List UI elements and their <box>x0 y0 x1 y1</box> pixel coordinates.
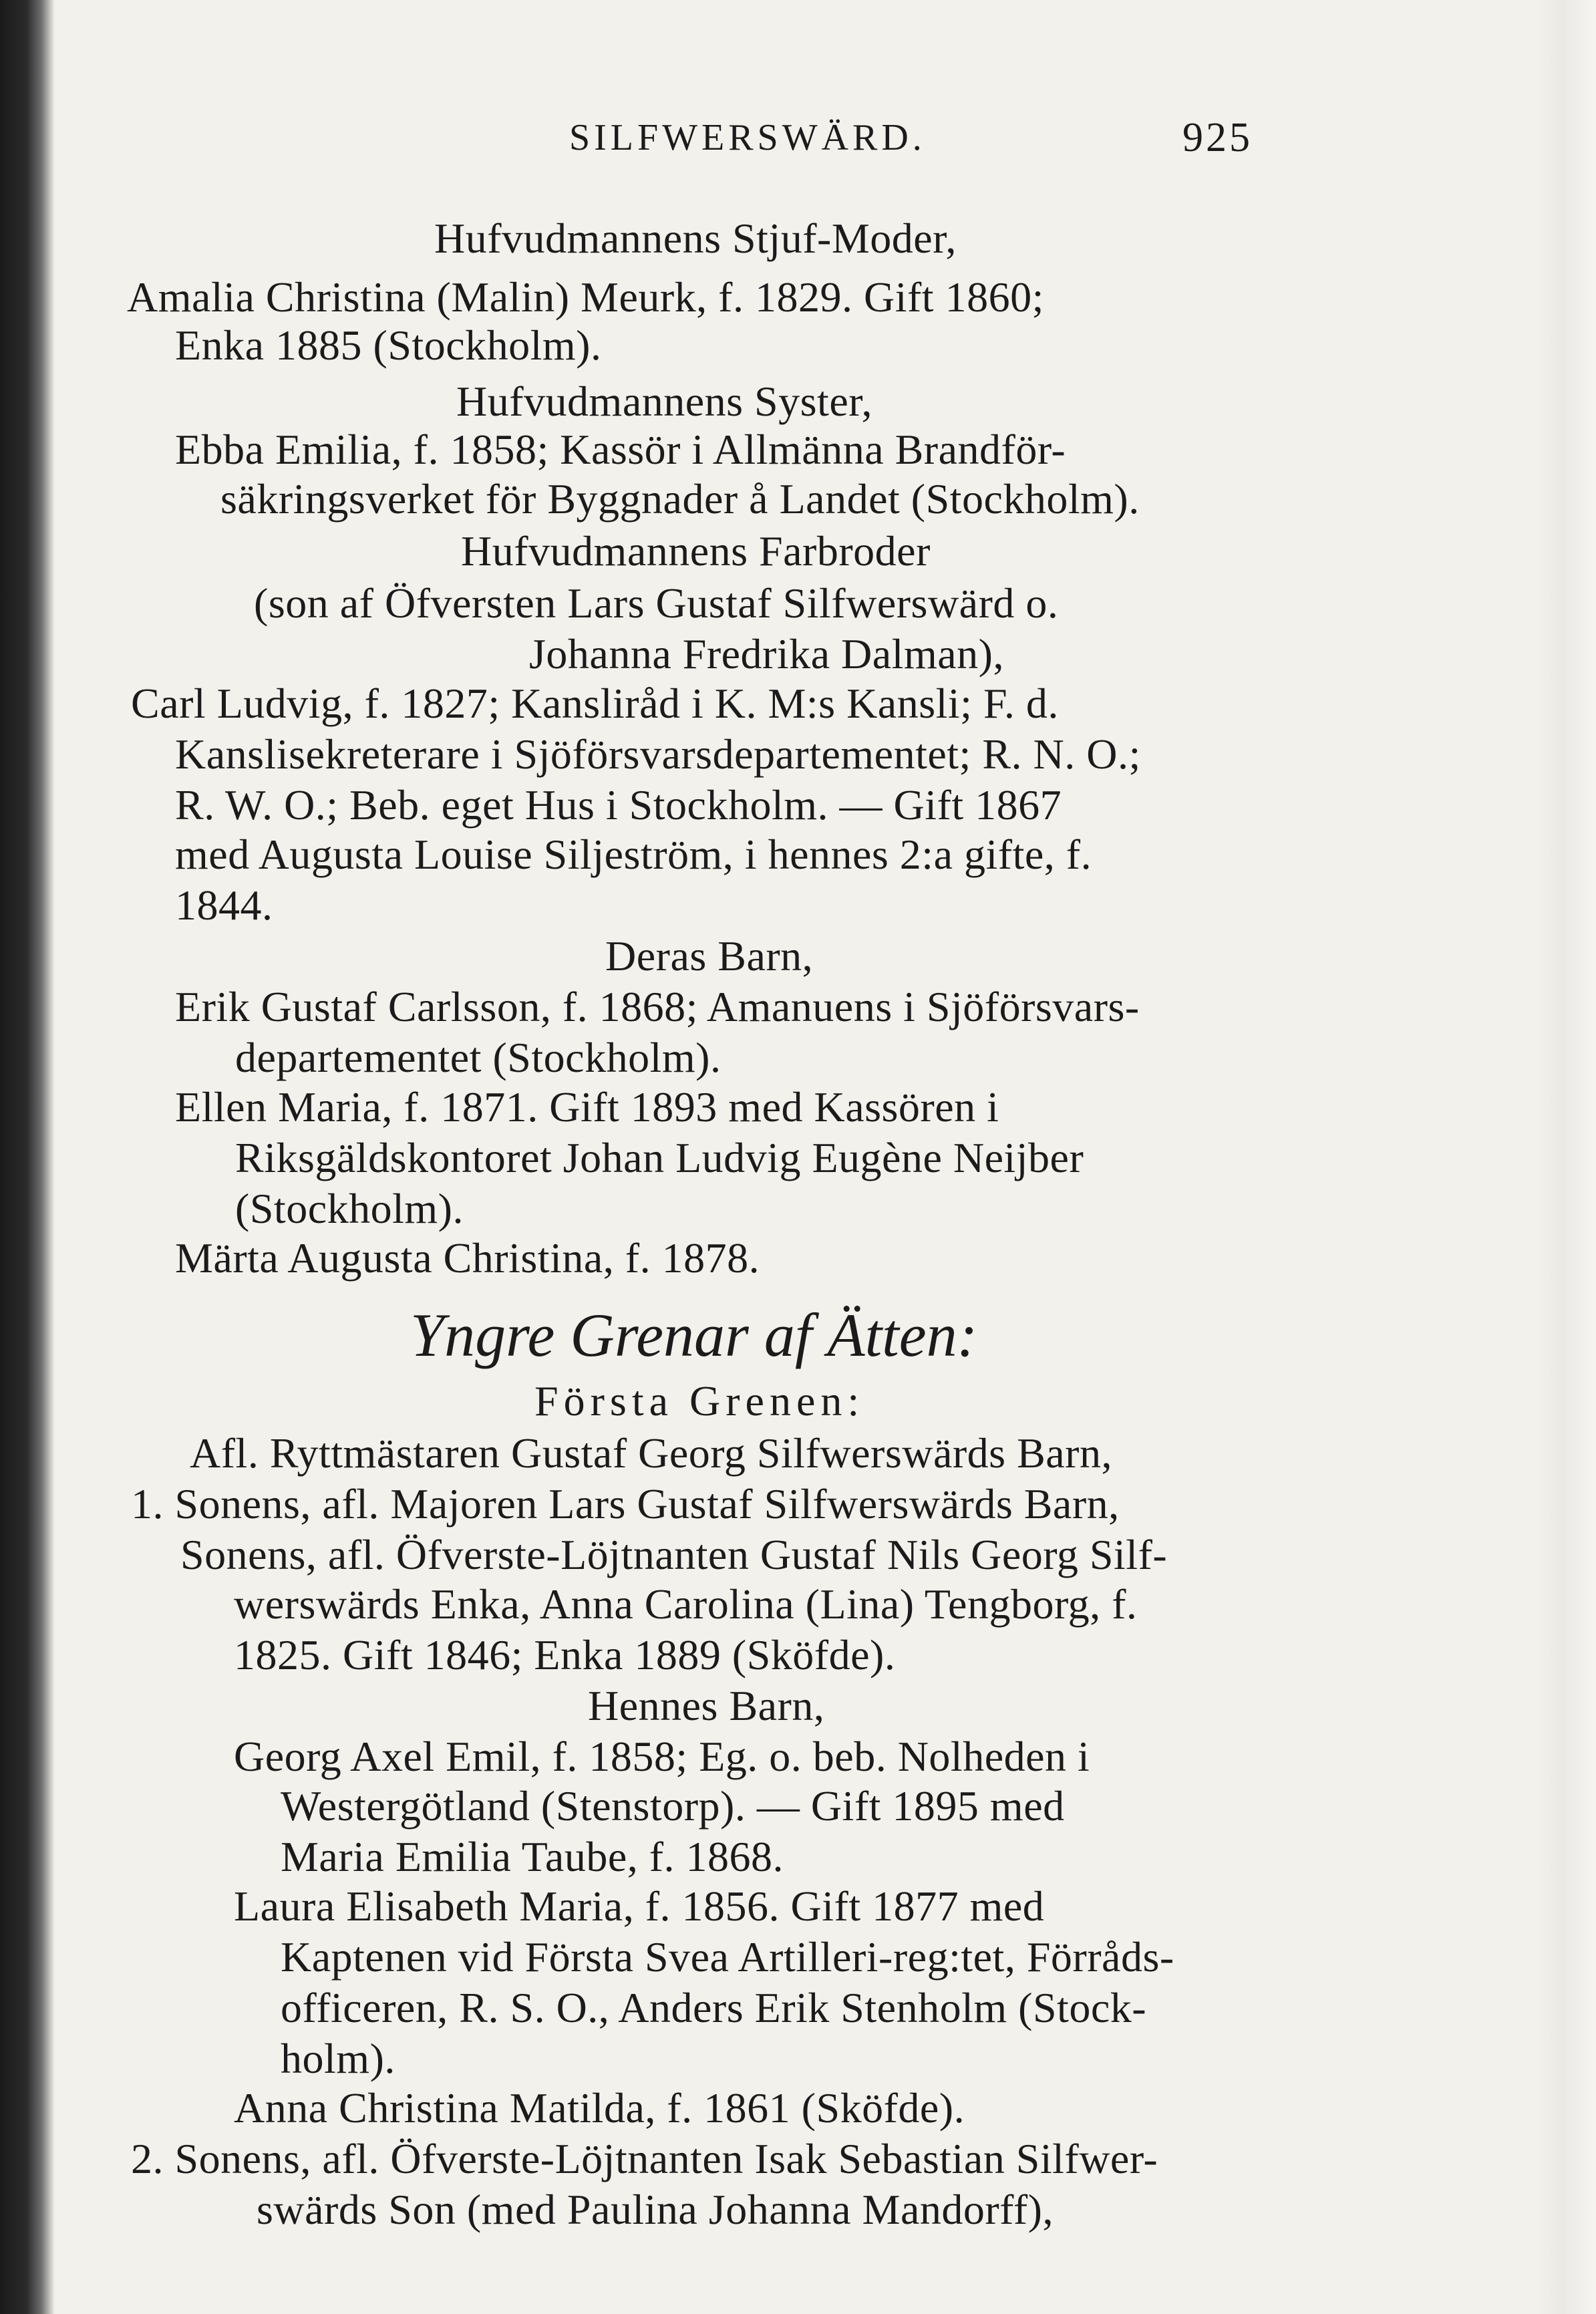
text-line: R. W. O.; Beb. eget Hus i Stockholm. — Gift 1867 <box>175 781 1062 829</box>
subsection-heading: Första Grenen: <box>534 1377 865 1425</box>
text-line: Maria Emilia Taube, f. 1868. <box>281 1833 784 1880</box>
text-line: 1844. <box>175 881 273 929</box>
text-line: Amalia Christina (Malin) Meurk, f. 1829. Gift 1860; <box>127 273 1044 321</box>
text-line: swärds Son (med Paulina Johanna Mandorff), <box>257 2186 1054 2233</box>
text-line: Hufvudmannens Farbroder <box>461 527 931 575</box>
text-line: Hufvudmannens Stjuf-Moder, <box>434 214 957 262</box>
text-line: Riksgäldskontoret Johan Ludvig Eugène Neijber <box>235 1134 1084 1181</box>
text-line: säkringsverket för Byggnader å Landet (Stockholm). <box>220 475 1140 523</box>
text-line: 1825. Gift 1846; Enka 1889 (Sköfde). <box>234 1631 896 1679</box>
text-line: Hennes Barn, <box>588 1682 825 1729</box>
text-line: (Stockholm). <box>235 1185 464 1232</box>
running-head-title: SILFWERSWÄRD. <box>569 117 926 158</box>
text-line: Georg Axel Emil, f. 1858; Eg. o. beb. Nolheden i <box>234 1733 1090 1780</box>
text-line: officeren, R. S. O., Anders Erik Stenholm (Stock- <box>281 1984 1147 2031</box>
text-line: Johanna Fredrika Dalman), <box>529 630 1004 678</box>
text-line: Erik Gustaf Carlsson, f. 1868; Amanuens i Sjöförsvars- <box>175 983 1140 1030</box>
text-line: Afl. Ryttmästaren Gustaf Georg Silfwerswärds Barn, <box>190 1429 1112 1477</box>
page-number: 925 <box>1182 115 1253 160</box>
text-line: Märta Augusta Christina, f. 1878. <box>175 1234 760 1282</box>
text-line: Anna Christina Matilda, f. 1861 (Sköfde). <box>234 2084 965 2132</box>
text-line: med Augusta Louise Siljeström, i hennes 2:a gifte, f. <box>175 831 1092 878</box>
text-line: holm). <box>281 2035 395 2082</box>
text-line: Laura Elisabeth Maria, f. 1856. Gift 1877 med <box>234 1882 1045 1930</box>
text-line: Westergötland (Stenstorp). — Gift 1895 med <box>281 1782 1065 1830</box>
text-line: Ebba Emilia, f. 1858; Kassör i Allmänna Brandför- <box>175 426 1066 473</box>
text-line: 1. Sonens, afl. Majoren Lars Gustaf Silfwerswärds Barn, <box>131 1480 1120 1528</box>
text-line: Carl Ludvig, f. 1827; Kansliråd i K. M:s Kansli; F. d. <box>131 680 1059 727</box>
text-line: werswärds Enka, Anna Carolina (Lina) Tengborg, f. <box>234 1580 1138 1628</box>
text-line: Kaptenen vid Första Svea Artilleri-reg:tet, Förråds- <box>281 1933 1174 1981</box>
text-line: Hufvudmannens Syster, <box>456 378 872 425</box>
text-line: Enka 1885 (Stockholm). <box>175 321 602 369</box>
text-line: Kanslisekreterare i Sjöförsvarsdepartementet; R. N. O.; <box>175 730 1141 778</box>
text-line: 2. Sonens, afl. Öfverste-Löjtnanten Isak Sebastian Silfwer- <box>131 2135 1158 2182</box>
text-line: (son af Öfversten Lars Gustaf Silfwerswärd o. <box>254 579 1059 627</box>
text-line: Ellen Maria, f. 1871. Gift 1893 med Kassören i <box>175 1083 999 1131</box>
text-line: departementet (Stockholm). <box>235 1034 722 1081</box>
section-heading: Yngre Grenar af Ätten: <box>410 1301 978 1369</box>
text-line: Deras Barn, <box>605 932 814 980</box>
text-line: Sonens, afl. Öfverste-Löjtnanten Gustaf Nils Georg Silf- <box>180 1531 1168 1578</box>
